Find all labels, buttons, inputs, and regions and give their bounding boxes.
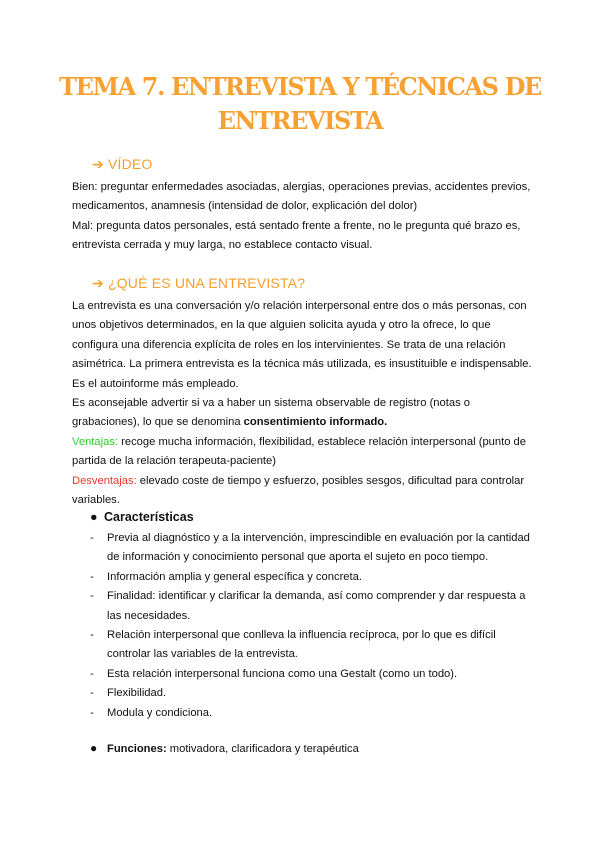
list-item [90, 665, 530, 684]
list-item [90, 626, 530, 665]
funciones-label: Funciones: [107, 743, 167, 755]
caracteristicas-heading-label: Características [104, 510, 194, 524]
funciones-line [90, 741, 359, 755]
list-item [90, 704, 530, 723]
ventajas-text: recoge mucha información, flexibilidad, establece relación interpersonal (punto de partida de la relación terapeuta-paciente) [72, 435, 526, 468]
desventajas-text: elevado coste de tiempo y esfuerzo, posibles sesgos, dificultad para controlar variables. [72, 474, 525, 507]
definition-paragraph: La entrevista es una conversación y/o relación interpersonal entre dos o más personas, con unos objetivos determinados, en la que alguien solicita ayuda y otro la ofrece, lo que configura una diferencia explícita de roles en los intervinientes. Se trata de una relación asimétrica. La primera entrevista es la técnica más utilizada, es insustituible e indispensable. Es el autoinforme más empleado. [72, 300, 532, 390]
video-mal-paragraph: Mal: pregunta datos personales, está sentado frente a frente, no le pregunta qué brazo es, entrevista cerrada y muy larga, no establece contacto visual. [72, 219, 521, 252]
list-item-text: Modula y condiciona. [107, 706, 213, 719]
dash-icon: - [90, 532, 94, 544]
dash-icon: - [90, 667, 94, 680]
dash-icon: - [90, 706, 94, 719]
list-item [90, 684, 530, 703]
dash-icon: - [90, 687, 94, 700]
arrow-right-icon: ➔ [92, 156, 104, 172]
section-heading-que-es [92, 275, 305, 292]
list-item-text: Flexibilidad. [107, 687, 167, 700]
list-item [90, 587, 530, 626]
desventajas-paragraph [72, 472, 532, 511]
list-item-text: Relación interpersonal que conlleva la influencia recíproca, por lo que es difícil controlar las variables de la entrevista. [107, 629, 496, 661]
page-title: TEMA 7. ENTREVISTA Y TÉCNICAS DE ENTREVISTA [59, 72, 541, 135]
dash-icon: - [90, 590, 94, 603]
video-notes [72, 178, 532, 256]
dash-icon: - [90, 629, 94, 642]
definition-block [72, 297, 532, 510]
list-item [90, 529, 530, 568]
funciones-text: motivadora, clarificadora y terapéutica [166, 743, 359, 755]
list-item-text: Información amplia y general específica y concreta. [107, 570, 362, 583]
list-item [90, 568, 530, 587]
bullet-icon: ● [90, 510, 98, 524]
section-heading-que-es-label: ¿QUÉ ES UNA ENTREVISTA? [107, 275, 306, 291]
ventajas-paragraph [72, 433, 532, 472]
section-heading-video [92, 156, 153, 173]
consent-text: Es aconsejable advertir si va a haber un sistema observable de registro (notas o grabaciones), lo que se denomina [72, 397, 470, 429]
caracteristicas-heading [90, 510, 194, 524]
caracteristicas-list [90, 529, 530, 723]
arrow-right-icon: ➔ [92, 275, 104, 291]
section-heading-video-label: VÍDEO [107, 156, 153, 172]
ventajas-label: Ventajas: [72, 435, 119, 448]
consent-term: consentimiento informado. [243, 416, 388, 429]
dash-icon: - [90, 570, 94, 583]
video-bien-paragraph: Bien: preguntar enfermedades asociadas, alergias, operaciones previas, accidentes previos, medicamentos, anamnesis (intensidad de dolor, explicación del dolor) [72, 181, 531, 213]
bullet-icon: ● [90, 741, 98, 755]
list-item-text: Finalidad: identificar y clarificar la demanda, así como comprender y dar respuesta a las necesidades. [107, 590, 526, 622]
list-item-text: Previa al diagnóstico y a la intervención, imprescindible en evaluación por la cantidad de información y conocimiento personal que aporta el sujeto en poco tiempo. [107, 532, 530, 564]
consent-paragraph [72, 394, 532, 433]
list-item-text: Esta relación interpersonal funciona como una Gestalt (como un todo). [107, 667, 458, 680]
desventajas-label: Desventajas: [72, 474, 137, 487]
